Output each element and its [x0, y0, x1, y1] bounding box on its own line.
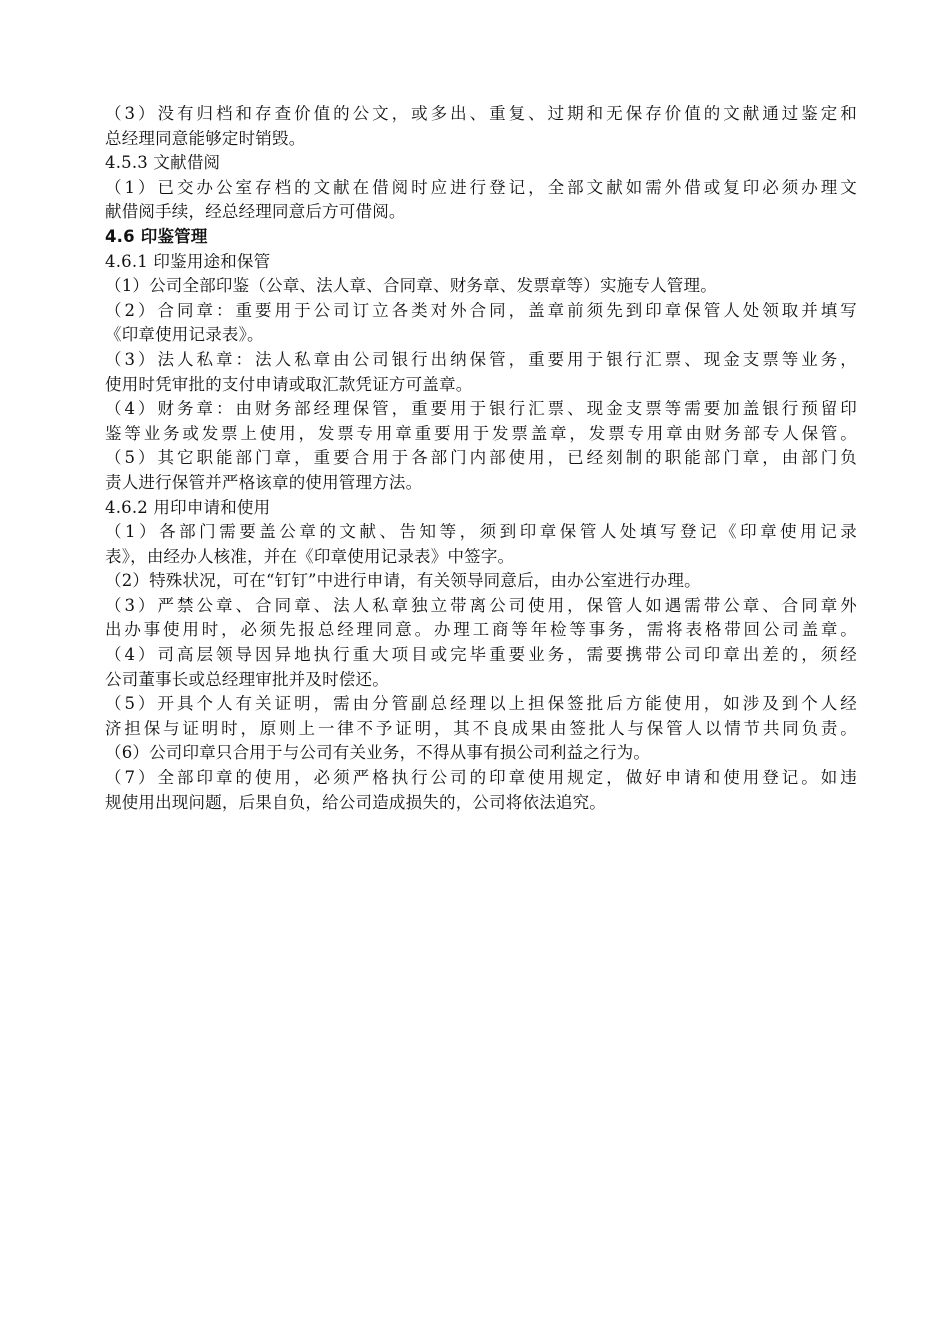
- subsection-heading: 4.6.1 印鉴用途和保管: [105, 251, 271, 271]
- text-line: 献借阅手续，经总经理同意后方可借阅。: [105, 202, 406, 222]
- text-line: 《印章使用记录表》。: [105, 325, 264, 345]
- text-line: （1）已交办公室存档的文献在借阅时应进行登记，全部文献如需外借或复印必须办理文: [105, 177, 857, 197]
- text-line: （5）开具个人有关证明，需由分管副总经理以上担保签批后方能使用，如涉及到个人经: [105, 694, 857, 714]
- text-line: 表》，由经办人核准，并在《印章使用记录表》中签字。: [105, 546, 515, 566]
- text-line: （3）没有归档和存查价值的公文，或多出、重复、过期和无保存价值的文献通过鉴定和: [105, 104, 857, 123]
- text-line: 鉴等业务或发票上使用，发票专用章重要用于发票盖章，发票专用章由财务部专人保管。: [105, 423, 857, 443]
- text-line: 规使用出现问题，后果自负，给公司造成损失的，公司将依法追究。: [105, 792, 606, 812]
- text-line: （2）合同章：重要用于公司订立各类对外合同，盖章前须先到印章保管人处领取并填写: [105, 300, 857, 320]
- subsection-heading: 4.5.3 文献借阅: [105, 153, 221, 173]
- document-body: [105, 102, 857, 815]
- text-line: （4）财务章：由财务部经理保管，重要用于银行汇票、现金支票等需要加盖银行预留印: [105, 399, 857, 419]
- text-line: （1）各部门需要盖公章的文献、告知等，须到印章保管人处填写登记《印章使用记录: [105, 522, 857, 542]
- text-line: （3）严禁公章、合同章、法人私章独立带离公司使用，保管人如遇需带公章、合同章外: [105, 595, 857, 615]
- text-line: 使用时凭审批的支付申请或取汇款凭证方可盖章。: [105, 374, 473, 394]
- subsection-heading: 4.6.2 用印申请和使用: [105, 497, 271, 517]
- text-line: 总经理同意能够定时销毁。: [105, 128, 306, 148]
- text-line: （3）法人私章：法人私章由公司银行出纳保管，重要用于银行汇票、现金支票等业务，: [105, 349, 857, 369]
- text-line: 公司董事长或总经理审批并及时偿还。: [105, 669, 389, 689]
- text-line: （6）公司印章只合用于与公司有关业务，不得从事有损公司利益之行为。: [105, 743, 651, 763]
- text-line: 责人进行保管并严格该章的使用管理方法。: [105, 472, 423, 492]
- text-line: 出办事使用时，必须先报总经理同意。办理工商等年检等事务，需将表格带回公司盖章。: [105, 620, 857, 640]
- text-line: 济担保与证明时，原则上一律不予证明，其不良成果由签批人与保管人以情节共同负责。: [105, 718, 857, 738]
- text-line: （4）司高层领导因异地执行重大项目或完毕重要业务，需要携带公司印章出差的，须经: [105, 645, 857, 665]
- section-heading: 4.6 印鉴管理: [105, 226, 208, 246]
- text-line: （2）特殊状况，可在“钉钉”中进行申请，有关领导同意后，由办公室进行办理。: [105, 571, 701, 591]
- text-line: （5）其它职能部门章，重要合用于各部门内部使用，已经刻制的职能部门章，由部门负: [105, 448, 857, 468]
- text-line: （7）全部印章的使用，必须严格执行公司的印章使用规定，做好申请和使用登记。如违: [105, 768, 857, 788]
- text-line: （1）公司全部印鉴（公章、法人章、合同章、财务章、发票章等）实施专人管理。: [105, 276, 717, 296]
